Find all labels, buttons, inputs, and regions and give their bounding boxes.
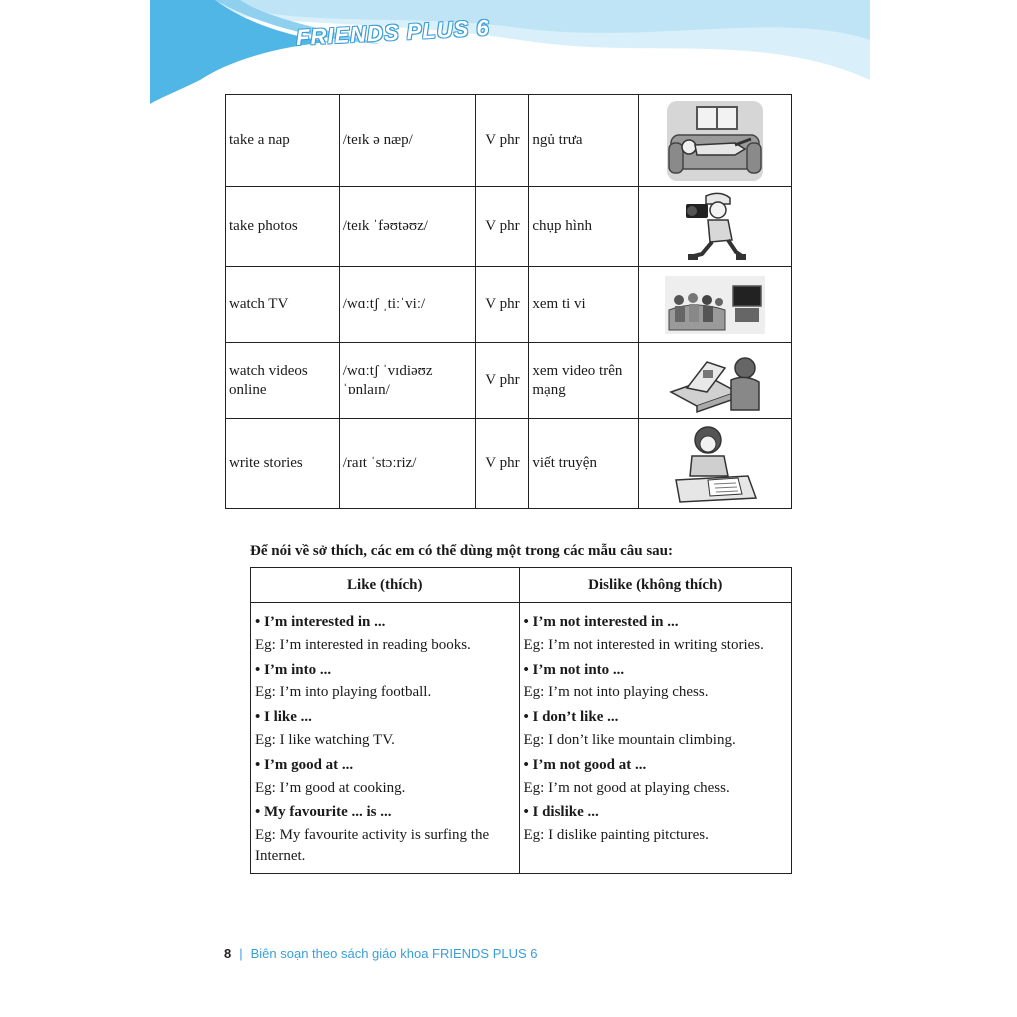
phrases-intro: Để nói về sở thích, các em có thể dùng một trong các mẫu câu sau: bbox=[250, 543, 673, 559]
dislike-pattern: • I’m not into ... bbox=[523, 661, 625, 678]
dislike-example: Eg: I’m not good at playing chess. bbox=[523, 779, 730, 796]
like-pattern: • My favourite ... is ... bbox=[255, 804, 392, 821]
vocab-ipa: /teɪk ˈfəʊtəʊz/ bbox=[339, 187, 476, 267]
vocab-word: take a nap bbox=[226, 95, 340, 187]
camera-photographer-icon bbox=[680, 190, 750, 264]
like-pattern: • I’m interested in ... bbox=[255, 614, 386, 630]
vocab-meaning: viết truyện bbox=[529, 419, 639, 509]
dislike-column bbox=[519, 603, 792, 874]
vocab-type: V phr bbox=[476, 343, 529, 419]
vocab-picture-cell bbox=[639, 187, 792, 267]
like-dislike-table bbox=[250, 567, 792, 874]
vocab-picture-cell bbox=[639, 343, 792, 419]
vocab-picture-cell bbox=[639, 95, 792, 187]
vocab-row bbox=[226, 343, 792, 419]
dislike-example: Eg: I’m not into playing chess. bbox=[523, 684, 709, 701]
like-example: Eg: I like watching TV. bbox=[255, 731, 395, 748]
like-example: Eg: I’m interested in reading books. bbox=[255, 636, 471, 653]
header-title: FRIENDS PLUS 6 bbox=[295, 14, 491, 51]
vocab-meaning: ngủ trưa bbox=[529, 95, 639, 187]
vocab-type: V phr bbox=[476, 419, 529, 509]
footer-separator: | bbox=[239, 946, 243, 961]
vocab-ipa: /wɑːtʃ ˈvɪdiəʊz ˈɒnlaɪn/ bbox=[339, 343, 476, 419]
vocab-word: watch TV bbox=[226, 267, 340, 343]
dislike-example: Eg: I don’t like mountain climbing. bbox=[523, 731, 736, 748]
vocab-row bbox=[226, 419, 792, 509]
like-column bbox=[251, 603, 520, 874]
dislike-example: Eg: I’m not interested in writing stories. bbox=[523, 636, 764, 653]
vocab-row bbox=[226, 187, 792, 267]
like-pattern: • I’m into ... bbox=[255, 661, 332, 678]
page-number: 8 bbox=[224, 946, 232, 961]
like-header: Like (thích) bbox=[251, 568, 520, 603]
dislike-pattern: • I don’t like ... bbox=[523, 709, 619, 726]
vocab-row bbox=[226, 95, 792, 187]
like-pattern: • I like ... bbox=[255, 709, 312, 726]
vocab-ipa: /teɪk ə næp/ bbox=[339, 95, 476, 187]
vocab-picture-cell bbox=[639, 419, 792, 509]
like-example: Eg: I’m into playing football. bbox=[255, 684, 432, 701]
like-example: Eg: My favourite activity is surfing the Internet. bbox=[255, 827, 490, 865]
vocab-type: V phr bbox=[476, 187, 529, 267]
vocab-word: write stories bbox=[226, 419, 340, 509]
dislike-example: Eg: I dislike painting pitctures. bbox=[523, 827, 709, 844]
dislike-pattern: • I’m not good at ... bbox=[523, 756, 647, 773]
like-example: Eg: I’m good at cooking. bbox=[255, 779, 406, 796]
laptop-video-icon bbox=[667, 348, 763, 414]
vocab-row bbox=[226, 267, 792, 343]
vocab-meaning: xem ti vi bbox=[529, 267, 639, 343]
vocab-word: take photos bbox=[226, 187, 340, 267]
page-footer bbox=[224, 946, 538, 961]
vocab-ipa: /wɑːtʃ ˌtiːˈviː/ bbox=[339, 267, 476, 343]
like-pattern: • I’m good at ... bbox=[255, 756, 354, 773]
sofa-nap-icon bbox=[665, 99, 765, 183]
vocab-meaning: xem video trên mạng bbox=[529, 343, 639, 419]
dislike-pattern: • I’m not interested in ... bbox=[523, 614, 679, 630]
vocab-picture-cell bbox=[639, 267, 792, 343]
dislike-header: Dislike (không thích) bbox=[519, 568, 792, 603]
vocab-type: V phr bbox=[476, 95, 529, 187]
vocab-word: watch videos online bbox=[226, 343, 340, 419]
vocab-type: V phr bbox=[476, 267, 529, 343]
dislike-pattern: • I dislike ... bbox=[523, 804, 599, 821]
vocab-ipa: /raɪt ˈstɔːriz/ bbox=[339, 419, 476, 509]
family-tv-icon bbox=[665, 276, 765, 334]
vocabulary-table bbox=[225, 94, 792, 509]
footer-text: Biên soạn theo sách giáo khoa FRIENDS PLUS 6 bbox=[250, 946, 538, 961]
vocab-meaning: chụp hình bbox=[529, 187, 639, 267]
girl-writing-icon bbox=[672, 424, 758, 504]
